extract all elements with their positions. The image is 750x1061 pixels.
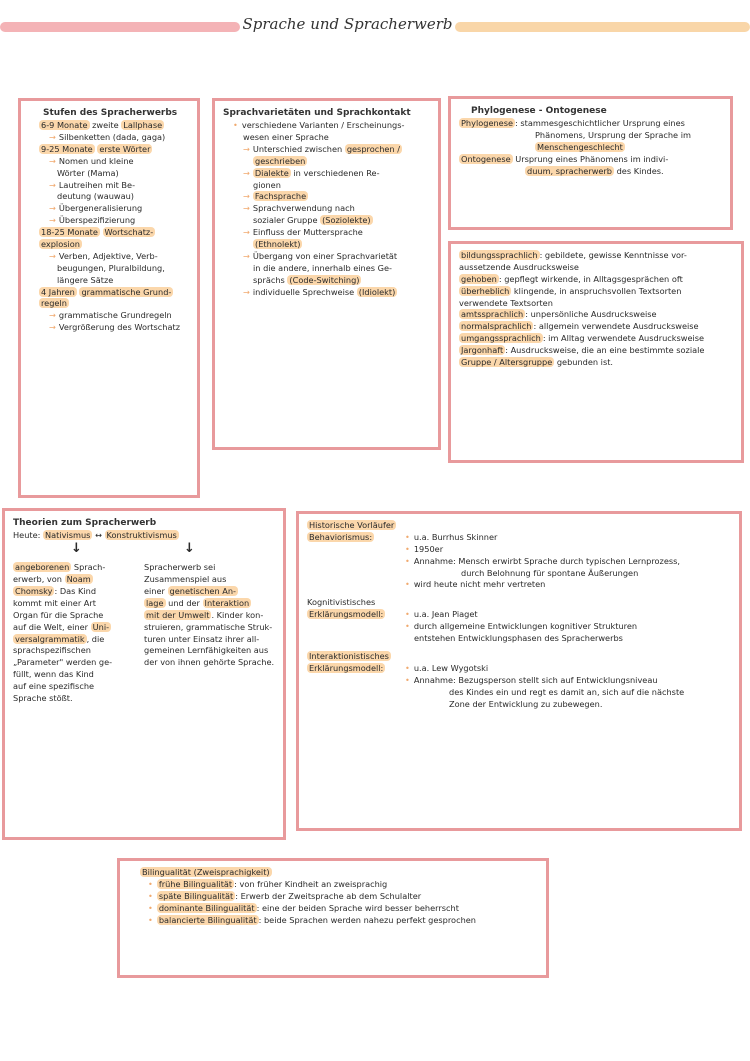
arrow-icon: → <box>49 203 56 214</box>
phylogenese-box: Phylogenese - Ontogenese Phylogenese : stammesgeschichtlicher Ursprung eines Phänomens, Ursprung der Sprache im Menschengeschlecht Ontogenese Ursprung eines Phänomens im indivi- duum, spracherwerb des Kindes. <box>448 96 733 230</box>
stufen-heading: Stufen des Spracherwerbs <box>43 108 178 118</box>
bullet-icon: • <box>148 902 153 913</box>
title-decoration-right <box>455 22 750 32</box>
bilingual-box: Bilingualität (Zweisprachigkeit) • frühe Bilingualität : von früher Kindheit an zweisprachig • späte Bilingualität : Erwerb der Zweitsprache ab dem Schulalter • dominante Bilingualität : eine der beiden Sprache wird besser beherrscht • balancierte Bilingualität : beide Sprachen werden nahezu perfekt gesprochen <box>117 858 549 978</box>
bullet-icon: • <box>405 555 410 566</box>
bullet-icon: • <box>148 914 153 925</box>
stufe-1: 6-9 Monate zweite Lallphase <box>41 120 163 131</box>
varietaeten-box: Sprachvarietäten und Sprachkontakt • verschiedene Varianten / Erscheinungs- wesen einer Sprache → Unterschied zwischen gesprochen / geschrieben → Dialekte in verschiedenen Re- gionen → Fachsprache → Sprachverwendung nach sozialer Gruppe (Soziolekte) → Einfluss der Muttersprache (Ethnolekt) → Übergang von einer Sprachvarietät in die andere, innerhalb eines Ge- sprächs (Code-Switching) → individuelle Sprechweise (Idiolekt) <box>212 98 441 450</box>
arrow-icon: → <box>49 179 56 190</box>
arrow-icon: → <box>243 203 250 214</box>
stufe-1-age: 6-9 Monate <box>41 120 88 131</box>
down-arrow-icon: ↓ <box>71 540 82 556</box>
arrow-icon: → <box>49 322 56 333</box>
bullet-icon: • <box>405 543 410 554</box>
stufen-box: Stufen des Spracherwerbs 6-9 Monate zweite Lallphase → Silbenketten (dada, gaga) 9-25 Monate erste Wörter → Nomen und kleine Wörter (Mama) → Lautreihen mit Be- deutung (wauwau) → Übergeneralisierung → Überspezifizierung 18-25 Monate Wortschatz- explosion → Verben, Adjektive, Verb- beugungen, Pluralbildung, längere Sätze 4 Jahren grammatische Grund- regeln → grammatische Grundregeln → Vergrößerung des Wortschatz <box>18 98 200 498</box>
arrow-icon: → <box>49 155 56 166</box>
double-arrow-icon: ↔ <box>95 530 102 541</box>
arrow-icon: → <box>243 143 250 154</box>
bullet-icon: • <box>405 621 410 632</box>
arrow-icon: → <box>243 286 250 297</box>
arrow-icon: → <box>49 131 56 142</box>
register-box: bildungssprachlich : gebildete, gewisse Kenntnisse vor- aussetzende Ausdrucksweise gehoben : gepflegt wirkende, in Alltagsgesprächen oft überheblich klingende, in anspruchsvollen Textsorten verwendete Textsorten amtssprachlich : unpersönliche Ausdrucksweise normalsprachlich : allgemein verwendete Ausdrucksweise umgangssprachlich : im Alltag verwendete Ausdrucksweise Jargonhaft : Ausdrucksweise, die an eine bestimmte soziale Gruppe / Altersgruppe gebunden ist. <box>448 241 744 463</box>
bullet-icon: • <box>148 878 153 889</box>
stufe-1-detail: → Silbenketten (dada, gaga) <box>49 131 166 142</box>
stufe-2-detail: → Nomen und kleine <box>49 155 134 166</box>
arrow-icon: → <box>243 191 250 202</box>
nativismus-column: angeborenen Sprach- erwerb, von Noam Chomsky : Das Kind kommt mit einer Art Organ für die Sprache auf die Welt, einer Uni- versalgrammatik , die sprachspezifischen „Parameter" werden ge- füllt, wenn das Kind auf eine spezifische Sprache stößt. <box>13 562 113 704</box>
title-decoration-left <box>0 22 240 32</box>
stufe-2: 9-25 Monate erste Wörter <box>41 143 151 154</box>
stufe-3: 18-25 Monate Wortschatz- <box>41 227 154 238</box>
down-arrow-icon: ↓ <box>184 540 195 556</box>
bullet-icon: • <box>405 663 410 674</box>
stufe-4: 4 Jahren grammatische Grund- <box>41 286 172 297</box>
page-title: Sprache und Spracherwerb <box>242 15 453 33</box>
theorien-box: Theorien zum Spracherwerb Heute: Nativismus ↔ Konstruktivismus ↓ ↓ angeborenen Sprach- erwerb, von Noam Chomsky : Das Kind kommt mit einer Art Organ für die Sprache auf die Welt, einer Uni- versalgrammatik , die sprachspezifischen „Parameter" werden ge- füllt, wenn das Kind auf eine spezifische Sprache stößt. Spracherwerb sei Zusammenspiel aus einer genetischen An- lage und der Interaktion mit der Umwelt . Kinder kon- struieren, grammatische Struk- turen unter Einsatz ihrer all- gemeinen Lernfähigkeiten aus der von ihnen gehörte Sprache. <box>2 508 286 840</box>
arrow-icon: → <box>49 310 56 321</box>
arrow-icon: → <box>49 250 56 261</box>
bullet-icon: • <box>405 609 410 620</box>
arrow-icon: → <box>243 227 250 238</box>
arrow-icon: → <box>49 215 56 226</box>
bullet-icon: • <box>405 674 410 685</box>
arrow-icon: → <box>243 250 250 261</box>
bullet-icon: • <box>148 890 153 901</box>
historisch-box: Historische Vorläufer Behaviorismus: • u.a. Burrhus Skinner • 1950er • Annahme: Mensch erwirbt Sprache durch typischen Lernprozess, durch Belohnung für spontane Äußerungen • wird heute nicht mehr vertreten Kognitivistisches Erklärungsmodell: • u.a. Jean Piaget • durch allgemeine Entwicklungen kognitiver Strukturen entstehen Entwicklungsphasen des Spracherwerbs Interaktionistisches Erklärungsmodell: • u.a. Lew Wygotski • Annahme: Bezugsperson stellt sich auf Entwicklungsniveau des Kindes ein und regt es damit an, sich auf die nächste Zone der Entwicklung zu zubewegen. <box>296 511 742 831</box>
bullet-icon: • <box>233 120 238 131</box>
bullet-icon: • <box>405 579 410 590</box>
bullet-icon: • <box>405 531 410 542</box>
arrow-icon: → <box>243 167 250 178</box>
konstruktivismus-column: Spracherwerb sei Zusammenspiel aus einer genetischen An- lage und der Interaktion mit der Umwelt . Kinder kon- struieren, grammatische Struk- turen unter Einsatz ihrer all- gemeinen Lernfähigkeiten aus der von ihnen gehörte Sprache. <box>144 562 275 668</box>
